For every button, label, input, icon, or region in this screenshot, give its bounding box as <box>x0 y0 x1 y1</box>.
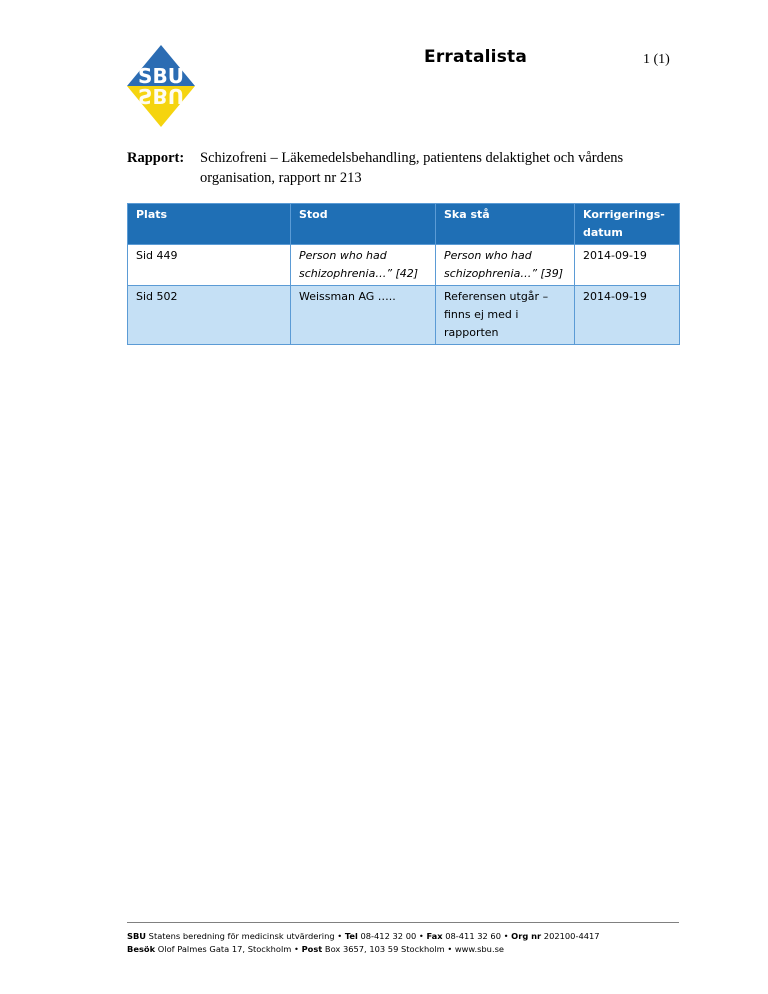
cell-plats: Sid 502 <box>128 286 291 345</box>
table-row <box>128 245 680 286</box>
table-header-row <box>128 204 680 245</box>
cell-ska-sta <box>436 245 575 286</box>
footer-orgnr-label: Org nr <box>511 931 542 941</box>
report-title <box>200 148 690 188</box>
sbu-logo <box>127 45 195 127</box>
header-ska-sta: Ska stå <box>436 204 575 245</box>
cell-datum: 2014-09-19 <box>575 286 680 345</box>
errata-table <box>127 203 680 345</box>
header-datum-line1: Korrigerings- <box>583 208 665 221</box>
cell-stod-line2: schizophrenia…” [42] <box>299 267 419 280</box>
logo-text-mirrored: SBU <box>138 84 184 108</box>
footer-fax-label: Fax <box>426 931 443 941</box>
cell-ska-line2: finns ej med i <box>444 308 519 321</box>
cell-ska-sta <box>436 286 575 345</box>
footer-line2 <box>127 943 600 956</box>
table-row <box>128 286 680 345</box>
report-label: Rapport: <box>127 150 185 166</box>
cell-ska-line3: rapporten <box>444 326 499 339</box>
footer <box>127 930 600 956</box>
footer-post-label: Post <box>301 944 323 954</box>
cell-ska-line2: schizophrenia…” [39] <box>444 267 564 280</box>
cell-plats: Sid 449 <box>128 245 291 286</box>
report-title-line2: organisation, rapport nr 213 <box>200 170 362 186</box>
cell-stod: Weissman AG ….. <box>291 286 436 345</box>
footer-tel-text: 08-412 32 00 • <box>357 931 427 941</box>
header-plats: Plats <box>128 204 291 245</box>
cell-datum: 2014-09-19 <box>575 245 680 286</box>
cell-ska-line1: Person who had <box>444 249 532 262</box>
footer-visit-label: Besök <box>127 944 156 954</box>
header-stod: Stod <box>291 204 436 245</box>
footer-orgnr-text: 202100-4417 <box>541 931 600 941</box>
cell-stod-line1: Person who had <box>299 249 387 262</box>
cell-stod <box>291 245 436 286</box>
footer-divider <box>127 922 679 923</box>
header-datum-line2: datum <box>583 226 623 239</box>
header-korrigeringsdatum <box>575 204 680 245</box>
footer-visit-text: Olof Palmes Gata 17, Stockholm • <box>155 944 302 954</box>
report-title-line1: Schizofreni – Läkemedelsbehandling, patientens delaktighet och vårdens <box>200 150 624 166</box>
footer-post-text: Box 3657, 103 59 Stockholm • www.sbu.se <box>322 944 505 954</box>
footer-line1 <box>127 930 600 943</box>
footer-fax-text: 08-411 32 60 • <box>442 931 512 941</box>
logo-text: SBU <box>138 64 184 88</box>
footer-org-text: Statens beredning för medicinsk utvärdering • <box>146 931 345 941</box>
cell-ska-line1: Referensen utgår – <box>444 290 549 303</box>
footer-tel-label: Tel <box>344 931 358 941</box>
page-number: 1 (1) <box>643 52 670 67</box>
document-title: Erratalista <box>424 47 528 67</box>
footer-org-label: SBU <box>127 931 147 941</box>
